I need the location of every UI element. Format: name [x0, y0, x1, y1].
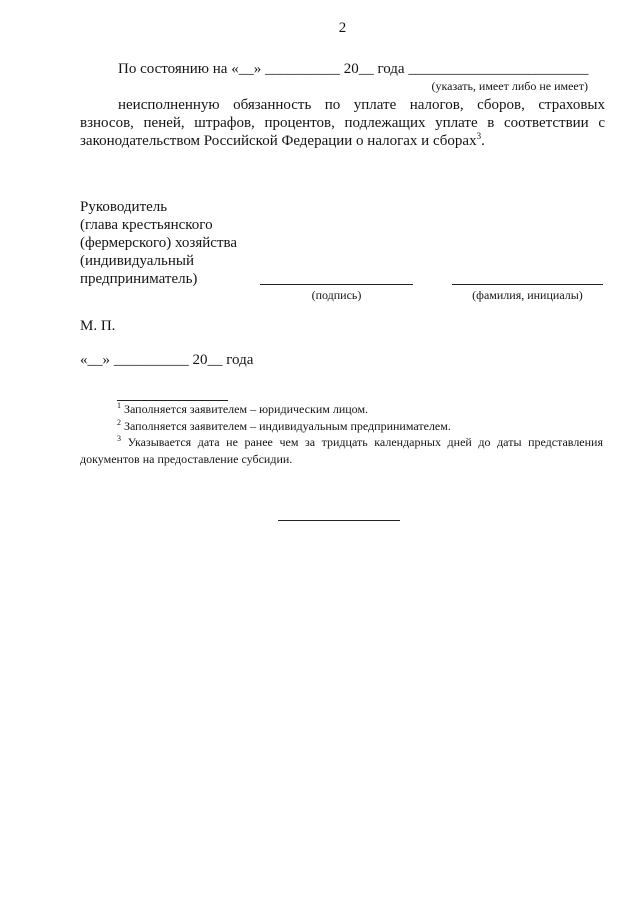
obligation-line — [80, 132, 605, 150]
name-caption: (фамилия, инициалы) — [472, 288, 583, 302]
status-date-line — [118, 60, 588, 78]
obligation-line-text: законодательством Российской Федерации о налогах и сборах — [80, 133, 477, 149]
seal-placeholder: М. П. — [80, 318, 116, 334]
footnote-mark: 3 — [117, 434, 121, 443]
status-date-prefix: По состоянию на «__» __________ 20__ года — [118, 61, 405, 77]
footnote-text: Заполняется заявителем – юридическим лицом. — [124, 402, 369, 416]
obligation-paragraph — [80, 96, 605, 150]
signatory-title-line: (индивидуальный — [80, 253, 195, 269]
signatory-title-line: (фермерского) хозяйства — [80, 235, 238, 251]
footnote-reference: 3 — [476, 131, 482, 141]
signature-caption: (подпись) — [311, 288, 362, 302]
status-blank: ________________________ — [408, 61, 589, 77]
footnote — [80, 434, 603, 467]
signatory-title — [80, 198, 237, 288]
page-number: 2 — [338, 20, 347, 36]
status-hint: (указать, имеет либо не имеет) — [431, 79, 588, 93]
signatory-title-line: предприниматель) — [80, 271, 198, 287]
name-line — [452, 284, 603, 285]
obligation-line-text: взносов, пеней, штрафов, процентов, подлежащих уплате в соответствии с — [80, 115, 605, 131]
footnotes — [80, 401, 603, 467]
obligation-end-punct: . — [481, 133, 485, 149]
signature-line — [260, 284, 413, 285]
footnote-text: Заполняется заявителем – индивидуальным предпринимателем. — [124, 418, 451, 433]
footnote — [80, 401, 603, 418]
footnote — [80, 418, 603, 435]
obligation-line — [80, 114, 605, 132]
obligation-line — [80, 96, 605, 114]
footnote-mark: 2 — [117, 417, 121, 427]
footnote-text: Указывается дата не ранее чем за тридцать календарных дней до даты представления документов на предоставление субсидии. — [80, 435, 603, 466]
signing-date-line: «__» __________ 20__ года — [80, 352, 254, 368]
footnote-mark: 1 — [117, 401, 121, 410]
obligation-line-text: неисполненную обязанность по уплате налогов, сборов, страховых — [118, 97, 605, 113]
end-of-document-line — [278, 520, 400, 521]
signatory-title-line: Руководитель — [80, 199, 168, 215]
signatory-title-line: (глава крестьянского — [80, 217, 213, 233]
